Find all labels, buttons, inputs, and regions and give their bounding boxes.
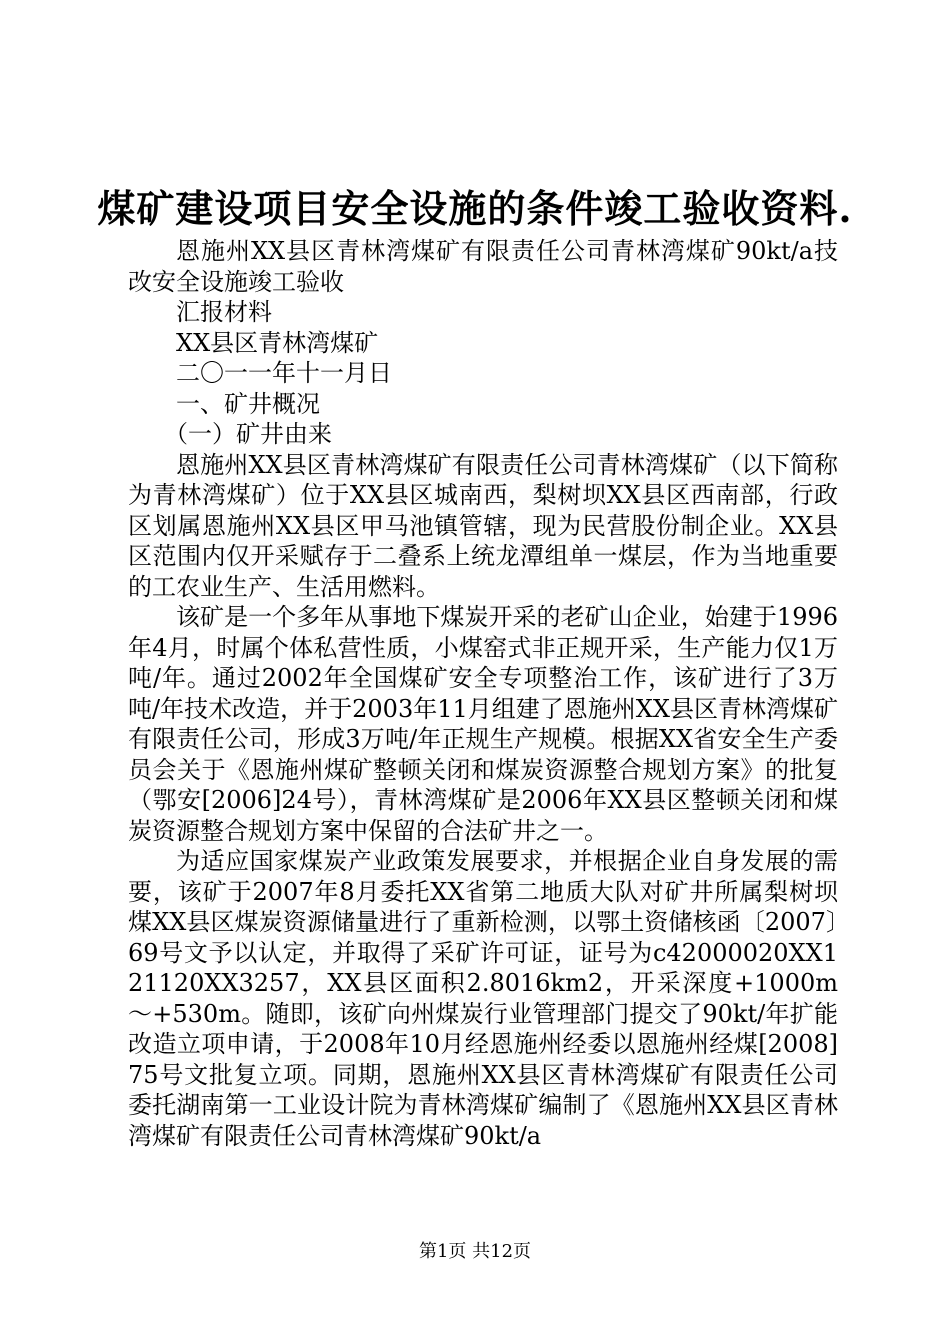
paragraph: XX县区青林湾煤矿 <box>176 328 379 357</box>
page-footer: 第1页 共12页 <box>418 1241 532 1262</box>
section-heading: 一、矿井概况 <box>176 389 320 418</box>
paragraph: 二〇一一年十一月日 <box>176 359 392 387</box>
document-title: 煤矿建设项目安全设施的条件竣工验收资料. <box>97 186 853 231</box>
paragraph: 恩施州XX县区青林湾煤矿有限责任公司青林湾煤矿90kt/a技改安全设施竣工验收 <box>128 237 838 296</box>
paragraph: 恩施州XX县区青林湾煤矿有限责任公司青林湾煤矿（以下简称为青林湾煤矿）位于XX县区城南西，梨树坝XX县区西南部，行政区划属恩施州XX县区甲马池镇管辖，现为民营股份制企业。XX县区范围内仅开采赋存于二叠系上统龙潭组单一煤层，作为当地重要的工农业生产、生活用燃料。 <box>128 450 838 601</box>
document-body <box>128 236 838 1151</box>
paragraph: 汇报材料 <box>176 298 272 326</box>
paragraph: 为适应国家煤炭产业政策发展要求，并根据企业自身发展的需要，该矿于2007年8月委托XX省第二地质大队对矿井所属梨树坝煤XX县区煤炭资源储量进行了重新检测，以鄂土资储核函〔2007〕69号文予以认定，并取得了采矿许可证，证号为c42000020XX121120XX3257，XX县区面积2.8016km2，开采深度+1000m～+530m。随即，该矿向州煤炭行业管理部门提交了90kt/年扩能改造立项申请，于2008年10月经恩施州经委以恩施州经煤[2008]75号文批复立项。同期，恩施州XX县区青林湾煤矿有限责任公司委托湖南第一工业设计院为青林湾煤矿编制了《恩施州XX县区青林湾煤矿有限责任公司青林湾煤矿90kt/a <box>128 847 838 1150</box>
subsection-heading: （一）矿井由来 <box>164 420 332 448</box>
paragraph: 该矿是一个多年从事地下煤炭开采的老矿山企业，始建于1996年4月，时属个体私营性质，小煤窑式非正规开采，生产能力仅1万吨/年。通过2002年全国煤矿安全专项整治工作，该矿进行了3万吨/年技术改造，并于2003年11月组建了恩施州XX县区青林湾煤矿有限责任公司，形成3万吨/年正规生产规模。根据XX省安全生产委员会关于《恩施州煤矿整顿关闭和煤炭资源整合规划方案》的批复（鄂安[2006]24号），青林湾煤矿是2006年XX县区整顿关闭和煤炭资源整合规划方案中保留的合法矿井之一。 <box>128 603 838 845</box>
